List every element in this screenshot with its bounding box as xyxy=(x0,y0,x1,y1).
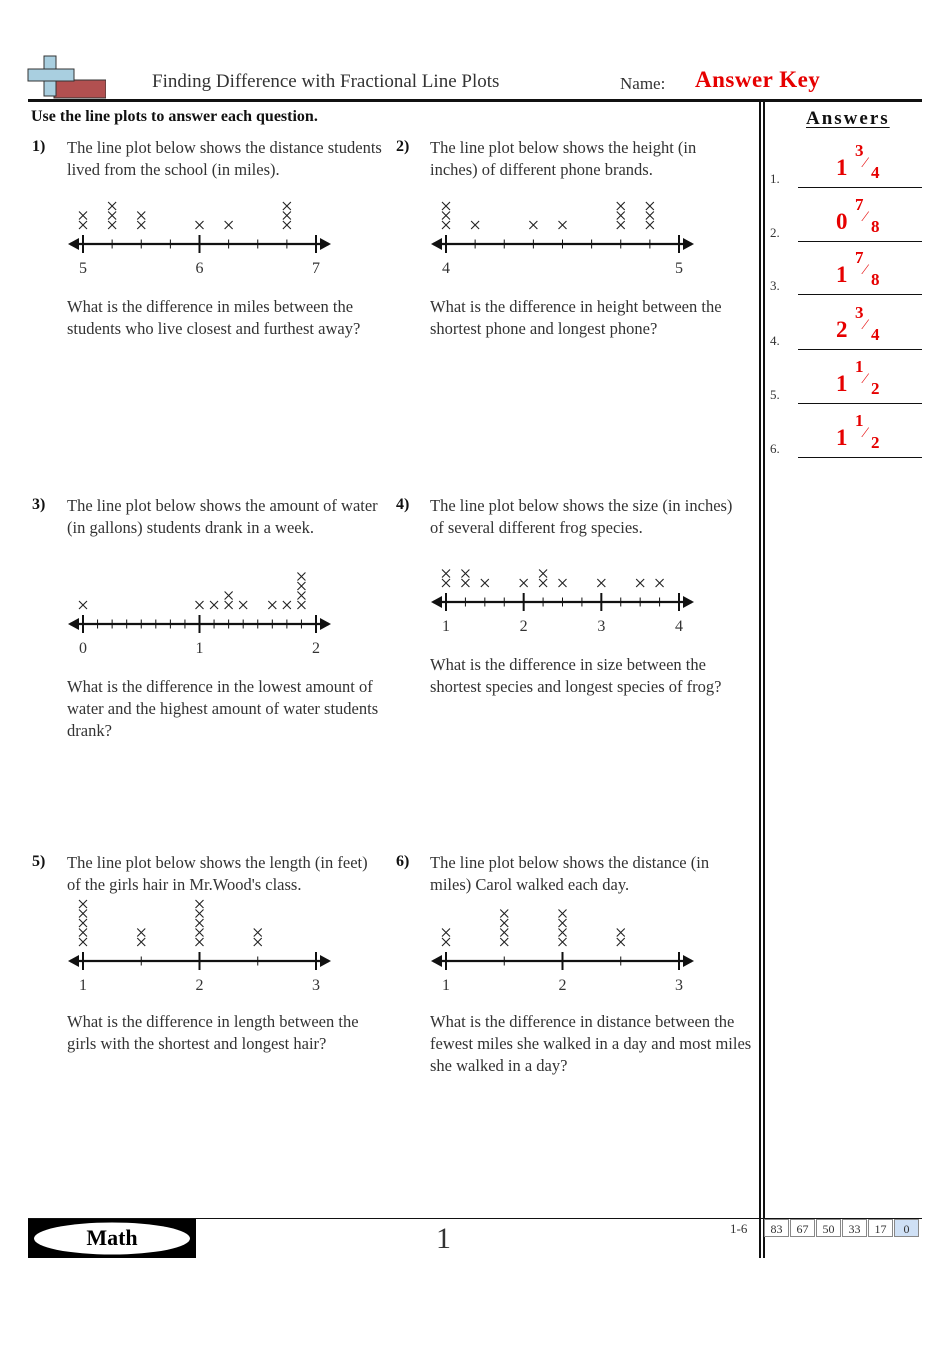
score-cell: 67 xyxy=(790,1219,815,1237)
axis-arrow-right xyxy=(320,618,331,630)
line-plot-5 xyxy=(65,851,337,1001)
answer-index: 2. xyxy=(770,225,780,240)
question-prompt: The line plot below shows the amount of water (in gallons) students drank in a week. xyxy=(67,496,378,537)
data-x-mark xyxy=(559,910,567,918)
data-x-mark xyxy=(597,579,605,587)
data-x-mark xyxy=(471,221,479,229)
tick-label: 1 xyxy=(442,977,450,994)
data-x-mark xyxy=(442,570,450,578)
data-x-mark xyxy=(210,601,218,609)
data-x-mark xyxy=(500,929,508,937)
axis-arrow-left xyxy=(68,238,79,250)
data-x-mark xyxy=(254,929,262,937)
data-x-mark xyxy=(225,601,233,609)
question-prompt: The line plot below shows the distance students lived from the school (in miles). xyxy=(67,138,382,179)
data-x-mark xyxy=(461,579,469,587)
tick-label: 2 xyxy=(558,977,567,994)
data-x-mark xyxy=(442,212,450,220)
data-x-mark xyxy=(539,570,547,578)
answer-index: 3. xyxy=(770,278,780,293)
line-plot-2 xyxy=(428,134,700,284)
answer-denominator: 2 xyxy=(871,379,880,398)
answer-fraction xyxy=(798,357,908,403)
data-x-mark xyxy=(196,601,204,609)
worksheet-logo xyxy=(26,54,106,100)
question-number: 4) xyxy=(396,496,410,513)
data-x-mark xyxy=(520,579,528,587)
answer-numerator: 1 xyxy=(855,357,864,376)
data-x-mark xyxy=(559,221,567,229)
fraction-slash: ⁄ xyxy=(864,317,867,333)
fraction-slash: ⁄ xyxy=(864,262,867,278)
fraction-slash: ⁄ xyxy=(864,155,867,171)
tick-label: 5 xyxy=(79,260,87,277)
data-x-mark xyxy=(196,900,204,908)
data-x-mark xyxy=(559,938,567,946)
data-x-mark xyxy=(559,579,567,587)
answer-numerator: 1 xyxy=(855,411,864,430)
tick-label: 2 xyxy=(519,618,528,635)
data-x-mark xyxy=(500,938,508,946)
line-plot-1 xyxy=(65,134,337,284)
data-x-mark xyxy=(79,929,87,937)
axis-arrow-left xyxy=(431,596,442,608)
data-x-mark xyxy=(481,579,489,587)
data-x-mark xyxy=(461,570,469,578)
tick-label: 1 xyxy=(79,977,87,994)
answer-whole: 1 xyxy=(836,155,848,180)
data-x-mark xyxy=(79,919,87,927)
tick-label: 6 xyxy=(195,260,204,277)
answer-column-divider-inner xyxy=(763,101,765,1258)
data-x-mark xyxy=(617,212,625,220)
data-x-mark xyxy=(442,202,450,210)
data-x-mark xyxy=(239,601,247,609)
data-x-mark xyxy=(196,919,204,927)
axis-arrow-right xyxy=(320,955,331,967)
data-x-mark xyxy=(617,221,625,229)
data-x-mark xyxy=(283,601,291,609)
score-range: 1-6 xyxy=(730,1221,748,1236)
answer-index: 1. xyxy=(770,171,780,186)
question-text: What is the difference in distance between the fewest miles she walked in a day and most miles she walked in a day? xyxy=(430,1012,752,1075)
data-x-mark xyxy=(196,929,204,937)
data-x-mark xyxy=(646,221,654,229)
data-x-mark xyxy=(108,212,116,220)
data-x-mark xyxy=(196,910,204,918)
data-x-mark xyxy=(297,582,305,590)
answer-row xyxy=(770,357,922,405)
page-number: 1 xyxy=(436,1222,451,1255)
data-x-mark xyxy=(137,221,145,229)
answer-whole: 1 xyxy=(836,262,848,287)
score-cell: 17 xyxy=(868,1219,893,1237)
answer-denominator: 4 xyxy=(871,325,880,344)
answer-fraction xyxy=(798,303,908,349)
data-x-mark xyxy=(196,221,204,229)
answer-fraction xyxy=(798,195,908,241)
data-x-mark xyxy=(559,929,567,937)
data-x-mark xyxy=(636,579,644,587)
axis-arrow-right xyxy=(683,955,694,967)
line-plot-3 xyxy=(65,514,337,664)
tick-label: 0 xyxy=(79,640,87,657)
line-plot-4 xyxy=(428,492,700,642)
answer-row xyxy=(770,248,922,296)
question-number: 6) xyxy=(396,853,410,870)
data-x-mark xyxy=(268,601,276,609)
data-x-mark xyxy=(500,919,508,927)
data-x-mark xyxy=(137,212,145,220)
tick-label: 3 xyxy=(675,977,683,994)
question-text: What is the difference in miles between the students who live closest and furthest away? xyxy=(67,297,361,338)
line-plot-6 xyxy=(428,851,700,1001)
data-x-mark xyxy=(442,929,450,937)
answer-denominator: 2 xyxy=(871,433,880,452)
data-x-mark xyxy=(137,929,145,937)
answer-denominator: 8 xyxy=(871,217,880,236)
answer-whole: 2 xyxy=(836,317,848,342)
header-rule xyxy=(28,99,922,102)
question-prompt: The line plot below shows the length (in feet) of the girls hair in Mr.Wood's class. xyxy=(67,853,368,894)
data-x-mark xyxy=(617,202,625,210)
data-x-mark xyxy=(283,221,291,229)
score-cell: 83 xyxy=(764,1219,789,1237)
question-prompt: The line plot below shows the height (in inches) of different phone brands. xyxy=(430,138,697,179)
answer-numerator: 3 xyxy=(855,303,864,322)
answer-key-label: Answer Key xyxy=(695,67,821,92)
data-x-mark xyxy=(108,202,116,210)
instructions: Use the line plots to answer each question. xyxy=(31,108,318,125)
data-x-mark xyxy=(225,592,233,600)
axis-arrow-left xyxy=(431,238,442,250)
answer-whole: 1 xyxy=(836,371,848,396)
question-text: What is the difference in the lowest amount of water and the highest amount of water students drank? xyxy=(67,677,379,740)
answer-row xyxy=(770,141,922,189)
question-prompt: The line plot below shows the distance (in miles) Carol walked each day. xyxy=(430,853,710,894)
tick-label: 3 xyxy=(597,618,606,635)
score-cell: 33 xyxy=(842,1219,867,1237)
data-x-mark xyxy=(79,221,87,229)
answer-fraction xyxy=(798,248,908,294)
tick-label: 4 xyxy=(675,618,683,635)
score-cell: 50 xyxy=(816,1219,841,1237)
axis-arrow-left xyxy=(68,955,79,967)
data-x-mark xyxy=(79,938,87,946)
tick-label: 5 xyxy=(675,260,683,277)
answer-numerator: 7 xyxy=(855,248,864,267)
answer-fraction xyxy=(798,411,908,457)
fraction-slash: ⁄ xyxy=(864,209,867,225)
data-x-mark xyxy=(297,573,305,581)
worksheet-title: Finding Difference with Fractional Line Plots xyxy=(152,71,500,92)
data-x-mark xyxy=(137,938,145,946)
question-number: 3) xyxy=(32,496,46,513)
answer-numerator: 3 xyxy=(855,141,864,160)
tick-label: 3 xyxy=(312,977,320,994)
score-cell: 0 xyxy=(894,1219,919,1237)
data-x-mark xyxy=(442,938,450,946)
answer-row xyxy=(770,303,922,351)
data-x-mark xyxy=(196,938,204,946)
tick-label: 4 xyxy=(442,260,450,277)
data-x-mark xyxy=(297,592,305,600)
answer-index: 4. xyxy=(770,333,780,348)
axis-arrow-right xyxy=(683,238,694,250)
question-text: What is the difference in height between the shortest phone and longest phone? xyxy=(430,297,722,338)
data-x-mark xyxy=(656,579,664,587)
data-x-mark xyxy=(79,212,87,220)
axis-arrow-right xyxy=(683,596,694,608)
data-x-mark xyxy=(559,919,567,927)
answer-index: 5. xyxy=(770,387,780,402)
answer-denominator: 4 xyxy=(871,163,880,182)
answer-fraction xyxy=(798,141,908,187)
data-x-mark xyxy=(297,601,305,609)
answer-row xyxy=(770,195,922,243)
data-x-mark xyxy=(283,212,291,220)
question-number: 2) xyxy=(396,138,410,155)
data-x-mark xyxy=(79,900,87,908)
fraction-slash: ⁄ xyxy=(864,425,867,441)
math-badge-label: Math xyxy=(86,1225,138,1250)
axis-arrow-right xyxy=(320,238,331,250)
data-x-mark xyxy=(442,221,450,229)
answer-whole: 0 xyxy=(836,209,848,234)
answer-whole: 1 xyxy=(836,425,848,450)
axis-arrow-left xyxy=(431,955,442,967)
math-badge xyxy=(28,1219,196,1258)
question-prompt: The line plot below shows the size (in inches) of several different frog species. xyxy=(430,496,733,537)
data-x-mark xyxy=(79,601,87,609)
data-x-mark xyxy=(283,202,291,210)
question-number: 5) xyxy=(32,853,46,870)
answer-index: 6. xyxy=(770,441,780,456)
data-x-mark xyxy=(617,929,625,937)
data-x-mark xyxy=(617,938,625,946)
tick-label: 2 xyxy=(195,977,204,994)
tick-label: 1 xyxy=(442,618,450,635)
data-x-mark xyxy=(442,579,450,587)
tick-label: 2 xyxy=(312,640,320,657)
tick-label: 7 xyxy=(312,260,320,277)
question-text: What is the difference in length between the girls with the shortest and longest hair? xyxy=(67,1012,359,1053)
axis-arrow-left xyxy=(68,618,79,630)
fraction-slash: ⁄ xyxy=(864,371,867,387)
data-x-mark xyxy=(79,910,87,918)
name-label: Name: xyxy=(620,74,666,93)
data-x-mark xyxy=(500,910,508,918)
tick-label: 1 xyxy=(195,640,204,657)
data-x-mark xyxy=(254,938,262,946)
answer-row xyxy=(770,411,922,459)
data-x-mark xyxy=(539,579,547,587)
data-x-mark xyxy=(529,221,537,229)
data-x-mark xyxy=(108,221,116,229)
data-x-mark xyxy=(646,212,654,220)
data-x-mark xyxy=(646,202,654,210)
data-x-mark xyxy=(225,221,233,229)
answer-denominator: 8 xyxy=(871,270,880,289)
question-text: What is the difference in size between the shortest species and longest species of frog? xyxy=(430,655,722,696)
answer-numerator: 7 xyxy=(855,195,864,214)
question-number: 1) xyxy=(32,138,46,155)
answers-heading: Answers xyxy=(806,108,890,129)
answer-column-divider xyxy=(759,101,761,1258)
